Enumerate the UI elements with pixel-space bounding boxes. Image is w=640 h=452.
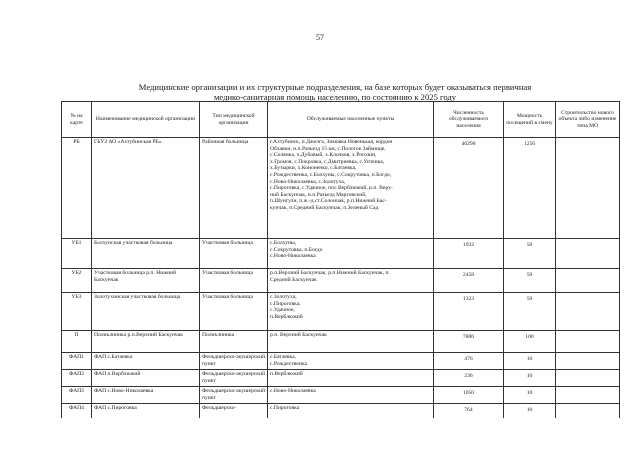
page-number: 57	[316, 33, 324, 42]
cell-population: 2458	[434, 269, 504, 293]
cell-population: 476	[434, 353, 504, 370]
cell-population: 7806	[434, 331, 504, 353]
settlement-line: с.Рождественка	[270, 360, 307, 367]
settlement-line: с.Болхуны,	[270, 240, 297, 246]
cell-organization-name: ФАП с.Ново-Николаевка	[92, 387, 200, 404]
settlement-line: п.Верблюжий	[270, 371, 303, 377]
table-row	[62, 353, 620, 370]
cell-capacity: 10	[504, 387, 556, 404]
cell-population: 46298	[434, 138, 504, 239]
settlement-line: р.п. Верхний Баскунчак	[270, 332, 327, 338]
cell-organization-type: Фельдшерско-акушерский пункт	[200, 387, 268, 404]
settlement-line: р.п.Верхний Баскунчак, р.п.Нижний Баскунчак, п.	[270, 270, 390, 276]
settlement-line: с.Пироговка,	[270, 300, 301, 307]
title-line-1: Медицинские организации и их структурные подразделения, на базе которых будет оказываться первичная	[138, 82, 532, 92]
table-row	[62, 239, 620, 269]
cell-organization-name: ФАП с.Батаевка	[92, 353, 200, 370]
settlement-line: п.Верблюжий	[270, 313, 303, 320]
cell-organization-name: Участковая больница р.п. Нижний Баскунчак	[92, 269, 200, 293]
cell-settlements	[268, 269, 434, 293]
settlement-line: с.Пироговка, с.Удачное, пос.Верблюжий, р.п. Верх-	[270, 185, 393, 192]
cell-population: 236	[434, 370, 504, 387]
settlement-line: с.Пироговка	[270, 405, 300, 411]
cell-map-number: П	[62, 331, 92, 353]
cell-settlements	[268, 331, 434, 353]
document-title	[70, 82, 600, 102]
cell-organization-name: Болхунская участковая больница	[92, 239, 200, 269]
settlement-line: г.Ахтубинск, п.Джелга, Зимовка Новенькая, кордон	[270, 139, 393, 145]
table-row	[62, 404, 620, 418]
cell-organization-name: Поликлиника р.п.Верхний Баскунчак	[92, 331, 200, 353]
header-type: Тип медицинской организации	[200, 102, 268, 138]
cell-map-number: УБ2	[62, 269, 92, 293]
cell-construction	[556, 353, 620, 370]
cell-construction	[556, 404, 620, 418]
cell-organization-name: ФАП п.Верблюжий	[92, 370, 200, 387]
cell-organization-type: Фельдшерско-акушерский пункт	[200, 370, 268, 387]
settlement-line: с.Удачное,	[270, 307, 295, 314]
settlement-line: с.Ново-Николаевка, с.Золотуха,	[270, 178, 346, 185]
cell-organization-type: Поликлиника	[200, 331, 268, 353]
medical-organizations-table	[61, 101, 620, 418]
cell-organization-type: Участковая больница	[200, 239, 268, 269]
cell-construction	[556, 387, 620, 404]
settlement-line: с.Рождественка, с.Болхуны, с.Сокрутовка, п.Богдо,	[270, 171, 392, 178]
cell-settlements	[268, 404, 434, 418]
cell-organization-name: ГБУЗ АО «Ахтубинская РБ»	[92, 138, 200, 239]
table-row	[62, 293, 620, 331]
cell-organization-type: Участковая больница	[200, 269, 268, 293]
header-name: Наименование медицинской организации	[92, 102, 200, 138]
cell-population: 764	[434, 404, 504, 418]
cell-construction	[556, 239, 620, 269]
cell-construction	[556, 293, 620, 331]
cell-settlements	[268, 239, 434, 269]
settlement-line: с.Сокрутовка, п.Богдо	[270, 246, 323, 253]
cell-organization-name: ФАП с.Пироговка	[92, 404, 200, 418]
settlement-line: с.Батаевка,	[270, 354, 297, 360]
cell-construction	[556, 331, 620, 353]
cell-capacity: 50	[504, 293, 556, 331]
cell-capacity: 50	[504, 239, 556, 269]
cell-map-number: УБ3	[62, 293, 92, 331]
cell-settlements	[268, 138, 434, 239]
cell-settlements	[268, 370, 434, 387]
table-row	[62, 370, 620, 387]
cell-capacity: 1256	[504, 138, 556, 239]
cell-map-number: ФАП4	[62, 404, 92, 418]
header-construction: Строительство нового объекта либо изменение типа МО	[556, 102, 620, 138]
header-row	[62, 102, 620, 138]
settlement-line: с.Ново-Николаевка	[270, 388, 316, 394]
title-line-2: медико-санитарная помощь населению, по состоянию к 2025 году	[213, 92, 457, 102]
cell-population: 1932	[434, 239, 504, 269]
settlement-line: п.Шунгули, п.ж.-д.ст.Солончак, р.п.Нижний Бас-	[270, 198, 387, 205]
cell-capacity: 10	[504, 353, 556, 370]
cell-capacity: 100	[504, 331, 556, 353]
cell-map-number: ФАП1	[62, 353, 92, 370]
table-row	[62, 138, 620, 239]
settlement-line: кунчак, п.Средний Баскунчак, п.Зеленый Сад	[270, 204, 379, 211]
cell-map-number: УБ1	[62, 239, 92, 269]
cell-settlements	[268, 293, 434, 331]
cell-organization-type: Фельдшерско-акушерский пункт	[200, 353, 268, 370]
cell-capacity: 10	[504, 404, 556, 418]
table-row	[62, 331, 620, 353]
cell-settlements	[268, 387, 434, 404]
cell-construction	[556, 138, 620, 239]
settlement-line: с.Ново-Николаевка	[270, 253, 316, 260]
cell-construction	[556, 370, 620, 387]
settlement-line: Средний Баскунчак	[270, 276, 317, 283]
settlement-line: Облавки, н.п.Разъезд 15 км, с.Пологое Займище,	[270, 145, 386, 152]
cell-organization-type: Фельдшерско-	[200, 404, 268, 418]
cell-construction	[556, 269, 620, 293]
settlement-line: ний Баскунчак, н.п.Разъезд Мартовский,	[270, 191, 367, 198]
cell-organization-name: Золотухинская участковая больница	[92, 293, 200, 331]
settlement-line: х.Бутырки, х.Кононенко, с.Батаевка,	[270, 165, 357, 172]
table-row	[62, 269, 620, 293]
cell-capacity: 10	[504, 370, 556, 387]
header-population: Численность обслуживаемого населения	[434, 102, 504, 138]
header-capacity: Мощность посещений в смену	[504, 102, 556, 138]
header-settlements: Обслуживаемые населенные пункты	[268, 102, 434, 138]
cell-capacity: 50	[504, 269, 556, 293]
table-row	[62, 387, 620, 404]
cell-population: 1323	[434, 293, 504, 331]
settlement-line: х.Громов, с.Покровка, с.Дмитриевка, с.Успенка,	[270, 158, 385, 165]
settlement-line: с.Золотуха,	[270, 294, 297, 300]
cell-map-number: ФАП3	[62, 387, 92, 404]
cell-settlements	[268, 353, 434, 370]
cell-organization-type: Районная больница	[200, 138, 268, 239]
cell-map-number: ФАП2	[62, 370, 92, 387]
settlement-line: с.Солянка, х.Дубовый, х.Клочков, х.Рогозин,	[270, 152, 377, 159]
header-num: № на карте	[62, 102, 92, 138]
cell-population: 1050	[434, 387, 504, 404]
cell-organization-type: Участковая больница	[200, 293, 268, 331]
cell-map-number: РБ	[62, 138, 92, 239]
